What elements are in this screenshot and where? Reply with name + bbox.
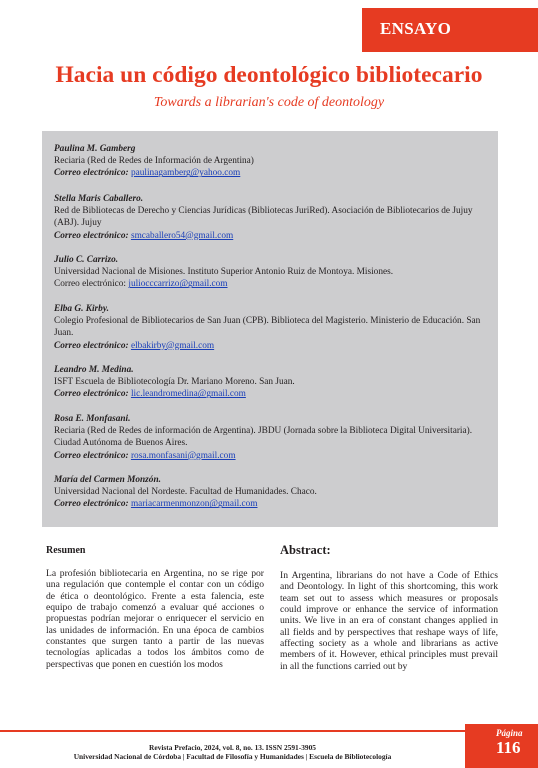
section-tag	[362, 8, 538, 52]
email-label: Correo electrónico:	[54, 279, 127, 290]
author-name: Rosa E. Monfasani.	[54, 414, 131, 424]
abstract-text: In Argentina, librarians do not have a Code of Ethics and Deontology. In light of this shortcoming, this work team set out to assess which measures or proposals could improve or enhance the service of information units. We live in an era of constant changes applied in all fields and by perspectives that reshape ways of life, affecting society as a whole and librarians as active members of it. However, ethical principles must prevail in all the functions carried out by	[280, 570, 498, 672]
page-number: 116	[496, 738, 521, 757]
author-entry	[54, 254, 494, 291]
author-affiliation: ISFT Escuela de Bibliotecología Dr. Mariano Moreno. San Juan.	[54, 377, 295, 388]
email-label: Correo electrónico:	[54, 340, 129, 351]
author-entry	[54, 413, 494, 462]
author-email-link[interactable]: elbakirby@gmail.com	[130, 340, 215, 351]
page-label: Página	[496, 728, 523, 738]
email-label: Correo electrónico:	[54, 450, 129, 461]
section-tag-label: ENSAYO	[380, 19, 452, 38]
author-affiliation: Colegio Profesional de Bibliotecarios de San Juan (CPB). Biblioteca del Magisterio. Ministerio de Educación. San Juan.	[54, 316, 481, 339]
author-email-link[interactable]: juliocccarrizo@gmail.com	[128, 279, 228, 290]
abstract-body	[280, 570, 498, 672]
author-entry	[54, 143, 494, 180]
author-entry	[54, 474, 494, 511]
abstract-heading: Abstract:	[280, 543, 331, 557]
article-title: Hacia un código deontológico bibliotecario	[55, 62, 483, 88]
resumen-heading: Resumen	[46, 545, 86, 556]
author-name: María del Carmen Monzón.	[54, 475, 161, 485]
resumen-body	[46, 568, 264, 670]
author-affiliation: Red de Bibliotecas de Derecho y Ciencias Jurídicas (Bibliotecas JuriRed). Asociación de Bibliotecarios de Jujuy (ABJ). Jujuy	[54, 206, 473, 229]
author-email-link[interactable]: mariacarmenmonzon@gmail.com	[130, 499, 258, 510]
article-subtitle: Towards a librarian's code of deontology	[153, 95, 385, 110]
author-email-link[interactable]: lic.leandromedina@gmail.com	[130, 389, 246, 400]
author-email-link[interactable]: smcaballero54@gmail.com	[130, 230, 234, 241]
email-label: Correo electrónico:	[54, 499, 129, 510]
author-affiliation: Reciaria (Red de Redes de Información de Argentina)	[54, 156, 254, 167]
email-label: Correo electrónico:	[54, 389, 129, 400]
author-name: Julio C. Carrizo.	[54, 255, 119, 265]
author-name: Elba G. Kirby.	[54, 304, 109, 314]
author-entry	[54, 193, 494, 242]
email-label: Correo electrónico:	[54, 230, 129, 241]
author-entry	[54, 364, 494, 401]
author-name: Stella Maris Caballero.	[54, 194, 144, 204]
author-name: Paulina M. Gamberg	[54, 144, 136, 154]
authors-box	[42, 131, 498, 527]
journal-citation: Revista Prefacio, 2024, vol. 8, no. 13. ISSN 2591-3905	[149, 743, 316, 752]
author-affiliation: Reciaria (Red de Redes de información de Argentina). JBDU (Jornada sobre la Biblioteca Digital Universitaria). Ciudad Autónoma de Buenos Aires.	[54, 426, 473, 449]
page-number-tab	[465, 724, 538, 768]
author-entry	[54, 303, 494, 352]
author-affiliation: Universidad Nacional del Nordeste. Facultad de Humanidades. Chaco.	[54, 487, 317, 498]
author-name: Leandro M. Medina.	[54, 365, 134, 375]
author-affiliation: Universidad Nacional de Misiones. Instituto Superior Antonio Ruiz de Montoya. Misiones.	[54, 267, 394, 278]
institution-line: Universidad Nacional de Córdoba | Facultad de Filosofía y Humanidades | Escuela de Bibliotecología	[73, 752, 392, 761]
footer-rule	[0, 730, 538, 732]
resumen-text: La profesión bibliotecaria en Argentina, no se rige por una regulación que contemple el contar con un código de ética o deontológico. Frente a esta falencia, este equipo de trabajo comenzó a evaluar qué acciones o propuestas podrían mejorar o enriquecer el servicio en las unidades de información. En una época de cambios constantes que surgen tanto a partir de las nuevas tecnologías aplicadas a todos los ámbitos como de perspectivas que ponen en cuestión los modos	[46, 568, 264, 670]
author-email-link[interactable]: rosa.monfasani@gmail.com	[130, 450, 236, 461]
email-label: Correo electrónico:	[54, 168, 129, 179]
author-email-link[interactable]: paulinagamberg@yahoo.com	[130, 168, 241, 179]
